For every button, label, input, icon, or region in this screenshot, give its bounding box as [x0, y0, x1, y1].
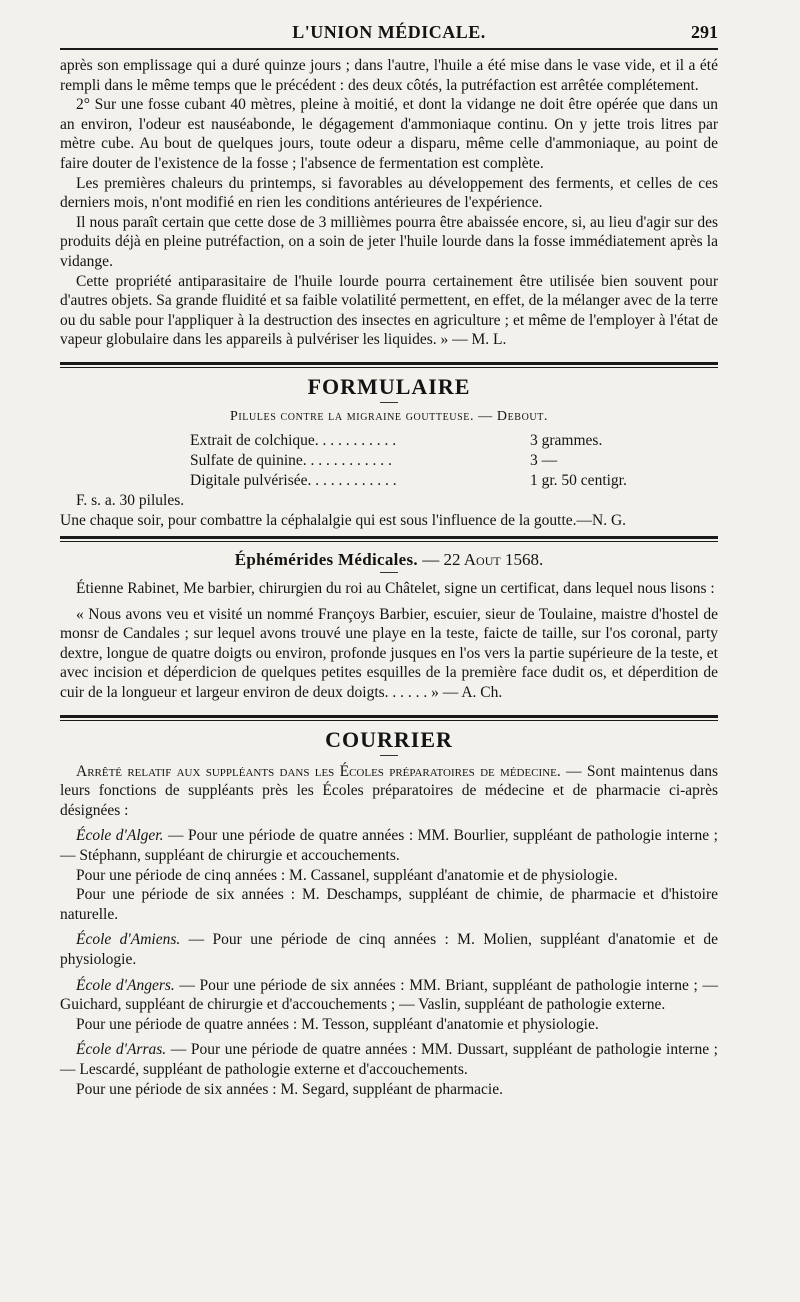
ingredient-name: Sulfate de quinine. . . . . . . . . . . .: [190, 451, 392, 469]
section-divider: [60, 536, 718, 539]
section-divider-thin: [60, 720, 718, 721]
section-divider: [60, 362, 718, 365]
formula-subtitle: Pilules contre la migraine goutteuse. — Debout.: [229, 408, 549, 424]
ingredient-row: [190, 451, 718, 471]
school-name: École d'Arras.: [76, 1041, 167, 1059]
ingredient-row: [190, 431, 718, 451]
section-divider-thin: [60, 367, 718, 368]
arrete-paragraph: [60, 762, 718, 821]
ingredient-name: Digitale pulvérisée. . . . . . . . . . . .: [190, 471, 397, 489]
intro-section: [60, 56, 718, 350]
intro-paragraph: Il nous paraît certain que cette dose de 3 millièmes pourra être abaissée encore, si, au lieu d'agir sur des produits déjà en pleine putréfaction, on a soin de jeter l'huile lourde dans la fosse immédiatement après la vidange.: [60, 213, 718, 270]
arrete-heading: Arrêté relatif aux suppléants dans les Écoles préparatoires de médecine.: [76, 762, 561, 780]
school-name: École d'Angers.: [76, 976, 175, 994]
ingredient-quantity: 1 gr. 50 centigr.: [530, 471, 627, 489]
formula-instruction: Une chaque soir, pour combattre la céphalalgie qui est sous l'influence de la goutte.—N. G.: [60, 511, 627, 529]
page-number: 291: [691, 22, 718, 42]
school-entry: [60, 1040, 718, 1079]
formula-fsa: F. s. a. 30 pilules.: [76, 491, 185, 509]
school-entry: [60, 976, 718, 1015]
journal-title: L'UNION MÉDICALE.: [292, 22, 486, 42]
ephemerides-quote: « Nous avons veu et visité un nommé Françoys Barbier, escuier, sieur de Toulaine, maistre d'hostel de monsr de Candales ; sur lequel avons trouvé une playe en la teste, faicte de taille, sur l'os coronal, party dextre, longue de quatre doigts ou environ, profonde jusques en l'os vers la partie supérieure de la teste, et avec incision et déperdicion de quelques petites esquilles de la première face dudit os, et déperdition de cuir de la longueur et largeur environ de deux doigts. . . . . . » — A. Ch.: [60, 605, 718, 702]
school-text: — Pour une période de quatre années : MM. Bourlier, suppléant de pathologie interne ; — Stéphann, suppléant de chirurgie et accouchements.: [60, 827, 718, 865]
school-extra: Pour une période de six années : M. Segard, suppléant de pharmacie.: [76, 1080, 503, 1098]
school-entry: [60, 930, 718, 969]
courrier-title: COURRIER: [325, 726, 453, 752]
school-extra: Pour une période de quatre années : M. Tesson, suppléant d'anatomie et physiologie.: [76, 1015, 599, 1033]
title-dash: [380, 755, 398, 756]
school-name: École d'Alger.: [76, 827, 164, 845]
title-dash: [380, 572, 398, 573]
ephemerides-heading: Éphémérides Médicales.: [234, 550, 418, 570]
title-dash: [380, 402, 398, 403]
section-divider: [60, 715, 718, 718]
school-text: — Pour une période de six années : MM. Briant, suppléant de pathologie interne ; — Guichard, suppléant de chirurgie et d'accouchements ; — Vaslin, suppléant de pathologie externe.: [60, 976, 718, 1014]
intro-paragraph: Les premières chaleurs du printemps, si favorables au développement des ferments, et celles de ces derniers mois, n'ont modifié en rien les conditions antérieures de l'expérience.: [60, 174, 718, 212]
school-text: — Pour une période de quatre années : MM. Dussart, suppléant de pathologie interne ; — Lescardé, suppléant de pathologie externe et d'accouchements.: [60, 1041, 718, 1078]
ephemerides-date: — 22 Aout 1568.: [422, 550, 544, 570]
running-header: [60, 18, 718, 48]
section-divider-thin: [60, 541, 718, 542]
ingredient-quantity: 3 grammes.: [530, 431, 603, 449]
ingredient-quantity: 3 —: [530, 451, 558, 469]
ephemerides-title: [60, 550, 718, 570]
arrete-text: — Sont maintenus dans leurs fonctions de suppléants près les Écoles préparatoires de médecine et de pharmacie ci-après désignées :: [60, 762, 718, 819]
intro-paragraph: après son emplissage qui a duré quinze jours ; dans l'autre, l'huile a été mise dans le vase vide, et il a été rempli dans le même temps que le précédent : des deux côtés, la putréfaction est arrêtée complétement.: [60, 57, 718, 94]
ephemerides-paragraph: Étienne Rabinet, Me barbier, chirurgien du roi au Châtelet, signe un certificat, dans lequel nous lisons :: [76, 580, 715, 598]
courrier-section: [60, 727, 718, 1100]
school-text: — Pour une période de cinq années : M. Molien, suppléant d'anatomie et de physiologie.: [60, 931, 718, 968]
ingredient-name: Extrait de colchique. . . . . . . . . . .: [190, 431, 397, 449]
formulaire-title: FORMULAIRE: [307, 373, 471, 399]
school-extra: Pour une période de cinq années : M. Cassanel, suppléant d'anatomie et de physiologie.: [76, 866, 618, 884]
formulaire-section: [60, 374, 718, 530]
school-extra: Pour une période de six années : M. Deschamps, suppléant de chimie, de pharmacie et d'histoire naturelle.: [60, 886, 718, 923]
ingredient-row: [190, 471, 718, 491]
ingredients-list: [190, 431, 718, 491]
intro-paragraph: 2° Sur une fosse cubant 40 mètres, pleine à moitié, et dont la vidange ne doit être opérée que dans un an environ, l'odeur est nauséabonde, le dégagement d'ammoniaque continu. On y jette trois litres par mètre cube. Au bout de quelques jours, toute odeur a disparu, même celle d'ammoniaque, au point de faire douter de l'existence de la fosse ; l'absence de fermentation est complète.: [60, 96, 718, 172]
ephemerides-section: [60, 550, 718, 703]
intro-paragraph: Cette propriété antiparasitaire de l'huile lourde pourra certainement être utilisée bien souvent pour d'autres objets. Sa grande fluidité et sa faible volatilité permettent, en effet, de la mélanger avec de la terre ou du sable pour l'appliquer à la destruction des insectes en agriculture ; et même de l'employer à l'état de vapeur globulaire dans les appareils à pulvériser les liquides. » — M. L.: [60, 272, 718, 349]
school-name: École d'Amiens.: [76, 931, 181, 949]
school-entry: [60, 826, 718, 865]
